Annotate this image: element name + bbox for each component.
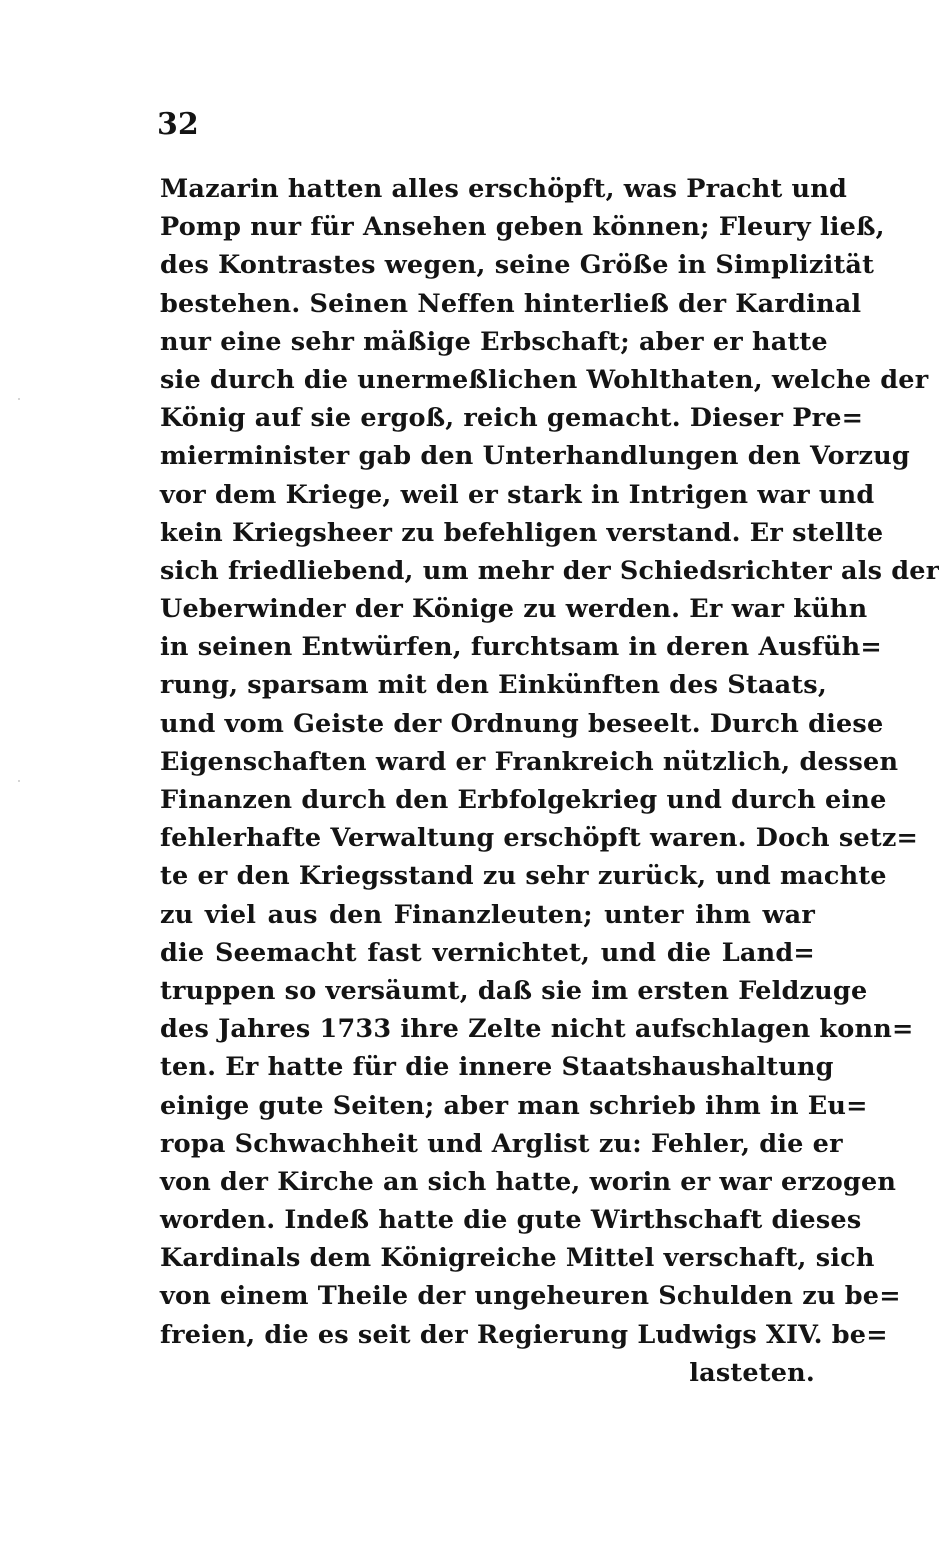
- text-line: Ueberwinder der Könige zu werden. Er war kühn: [160, 594, 868, 625]
- text-line: einige gute Seiten; aber man schrieb ihm in Eu=: [160, 1090, 868, 1121]
- text-line: kein Kriegsheer zu befehligen verstand. Er stellte: [160, 517, 884, 548]
- text-line: mierminister gab den Unterhandlungen den Vorzug: [160, 441, 910, 472]
- text-line: freien, die es seit der Regierung Ludwigs XIV. be=: [160, 1319, 888, 1350]
- text-line: Finanzen durch den Erbfolgekrieg und durch eine: [160, 785, 887, 815]
- text-line: nur eine sehr mäßige Erbschaft; aber er hatte: [160, 326, 828, 357]
- text-line: des Kontrastes wegen, seine Größe in Simplizität: [160, 250, 875, 281]
- text-line: ten. Er hatte für die innere Staatshaushaltung: [160, 1052, 834, 1083]
- text-line: Kardinals dem Königreiche Mittel verschaft, sich: [160, 1243, 875, 1274]
- margin-speck: [18, 398, 20, 400]
- text-line: sie durch die unermeßlichen Wohlthaten, welche der: [160, 364, 929, 395]
- text-line: truppen so versäumt, daß sie im ersten Feldzuge: [160, 975, 868, 1006]
- text-line: fehlerhafte Verwaltung erschöpft waren. Doch setz=: [160, 823, 919, 854]
- page-number: 32: [157, 107, 199, 142]
- text-line: Pomp nur für Ansehen geben können; Fleury ließ,: [160, 212, 885, 243]
- text-line: sich friedliebend, um mehr der Schiedsrichter als der: [160, 555, 939, 586]
- text-line: von der Kirche an sich hatte, worin er war erzogen: [160, 1166, 897, 1197]
- text-line: rung, sparsam mit den Einkünften des Staats,: [160, 670, 827, 701]
- text-line: die Seemacht fast vernichtet, und die Land=: [160, 937, 815, 968]
- text-line-last: lasteten.: [689, 1357, 815, 1388]
- text-line: Mazarin hatten alles erschöpft, was Pracht und: [160, 174, 848, 204]
- text-line: bestehen. Seinen Neffen hinterließ der Kardinal: [160, 288, 862, 319]
- text-line: Eigenschaften ward er Frankreich nützlich, dessen: [160, 746, 899, 777]
- text-line: worden. Indeß hatte die gute Wirthschaft dieses: [160, 1205, 862, 1236]
- text-line: ropa Schwachheit und Arglist zu: Fehler, die er: [160, 1128, 843, 1159]
- text-line: und vom Geiste der Ordnung beseelt. Durch diese: [160, 708, 884, 739]
- text-line: von einem Theile der ungeheuren Schulden zu be=: [160, 1281, 901, 1312]
- margin-speck: [18, 780, 20, 782]
- text-line: in seinen Entwürfen, furchtsam in deren Ausfüh=: [160, 632, 882, 663]
- text-line: vor dem Kriege, weil er stark in Intrigen war und: [160, 479, 875, 510]
- text-line: des Jahres 1733 ihre Zelte nicht aufschlagen konn=: [160, 1014, 914, 1045]
- text-line: te er den Kriegsstand zu sehr zurück, und machte: [160, 861, 887, 892]
- text-line: König auf sie ergoß, reich gemacht. Dieser Pre=: [160, 403, 864, 434]
- body-text: [160, 170, 939, 1392]
- text-line: zu viel aus den Finanzleuten; unter ihm war: [160, 899, 815, 930]
